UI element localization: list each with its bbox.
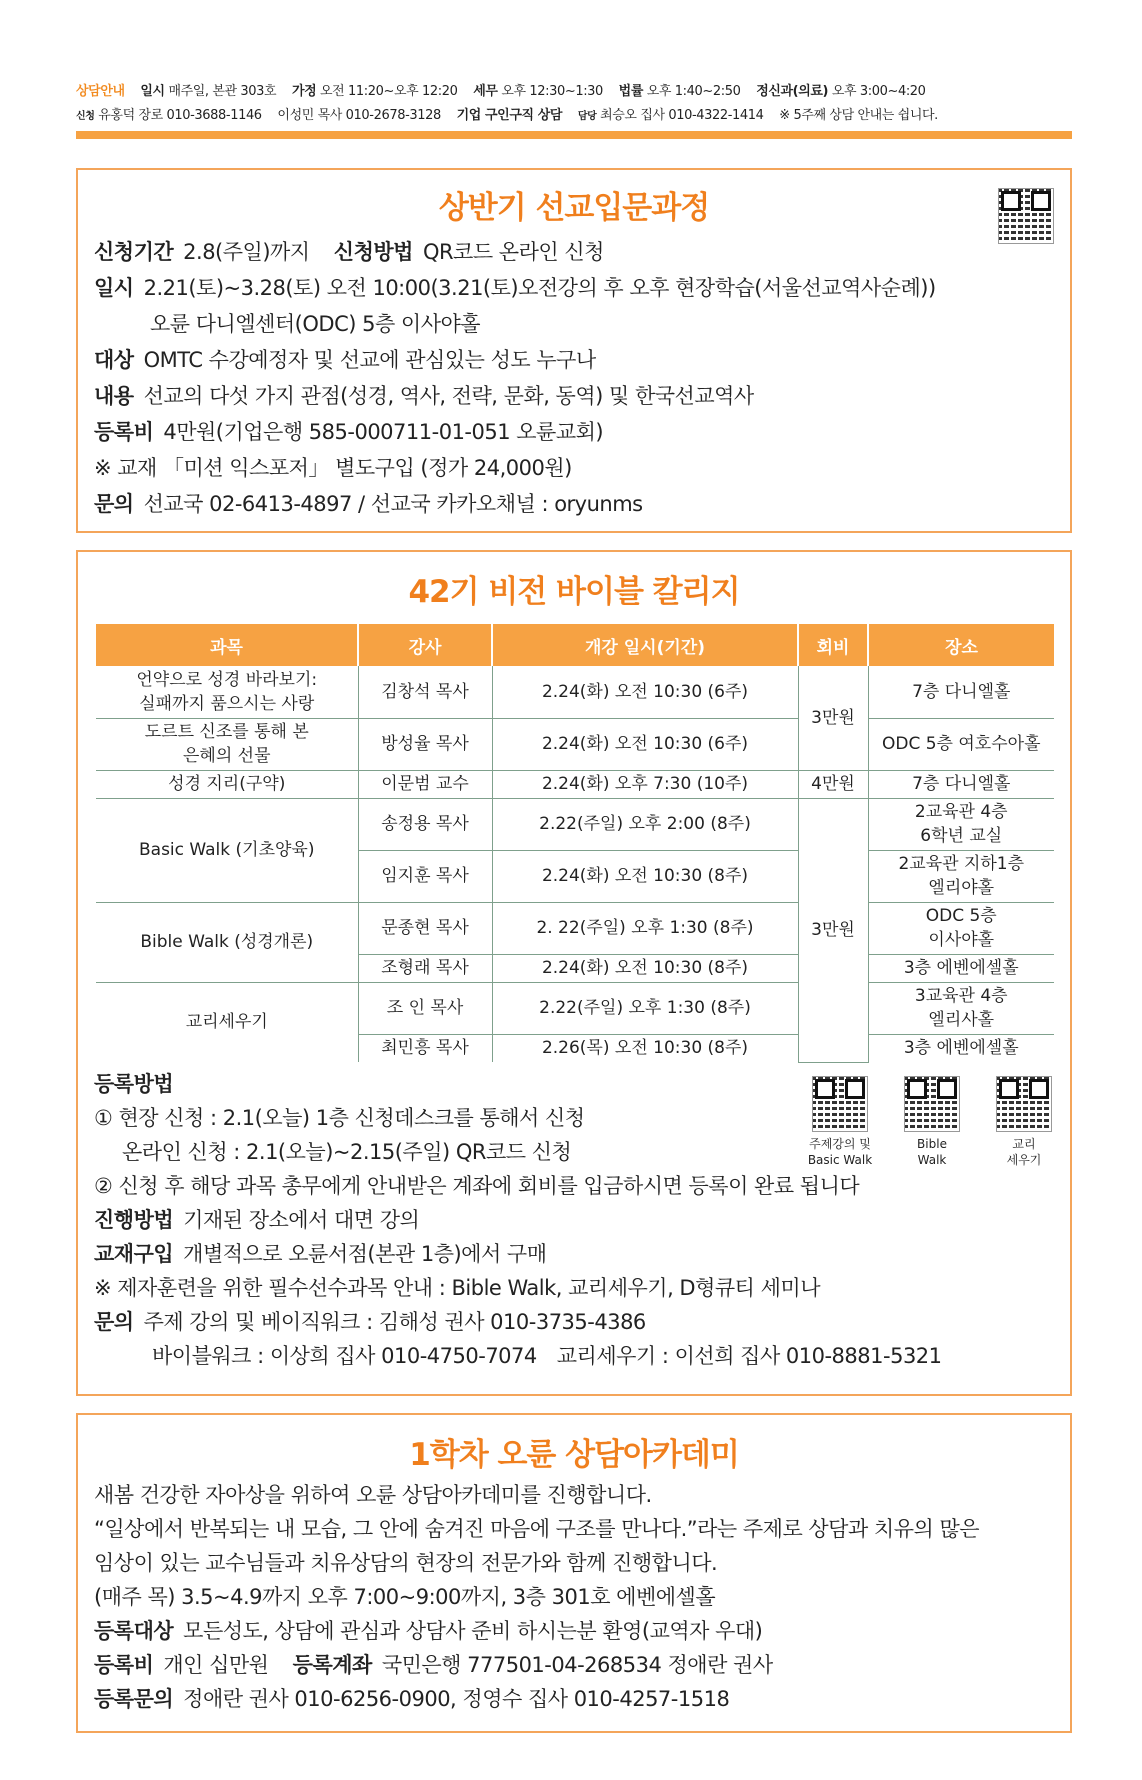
date-cell: 2.24(화) 오전 10:30 (6주): [492, 666, 798, 718]
subject-line: 언약으로 성경 바라보기:: [136, 669, 318, 690]
date-cell: 2.24(화) 오전 10:30 (6주): [492, 718, 798, 770]
qr-caption-basic-walk: [795, 1136, 885, 1168]
counsel-contact-key: 등록문의: [94, 1687, 174, 1711]
place-line: ODC 5층: [925, 906, 997, 926]
place-cell: 3층 에벤에셀홀: [868, 954, 1054, 982]
counsel-p1: 새봄 건강한 자아상을 위하여 오륜 상담아카데미를 진행합니다.: [94, 1483, 652, 1507]
course-table-header: [96, 624, 1054, 666]
date-cell: 2. 22(주일) 오후 1:30 (8주): [492, 902, 798, 954]
mission-method-value: QR코드 온라인 신청: [422, 240, 604, 264]
col-place: 장소: [868, 624, 1054, 666]
header-time-key: 일시: [140, 84, 165, 99]
mission-content-value: 선교의 다섯 가지 관점(성경, 역사, 전략, 문화, 동역) 및 한국선교역사: [143, 384, 754, 408]
lecturer-cell: 김창석 목사: [358, 666, 492, 718]
counsel-academy-box: [76, 1413, 1072, 1733]
place-line: 6학년 교실: [920, 826, 1003, 846]
qr-code-basic-walk[interactable]: [812, 1076, 868, 1132]
date-cell: 2.24(화) 오전 10:30 (8주): [492, 850, 798, 902]
mission-textbook-note: ※ 교재 「미션 익스포저」 별도구입 (정가 24,000원): [94, 456, 572, 480]
counsel-fee-key: 등록비: [94, 1653, 154, 1677]
qr-caption-doctrine: [979, 1136, 1069, 1168]
counsel-account-value: 국민은행 777501-04-268534 정애란 권사: [381, 1653, 773, 1677]
place-line: 2교육관 4층: [914, 802, 1008, 822]
college-book-key: 교재구입: [94, 1242, 174, 1266]
mission-content: [94, 380, 754, 410]
table-row: [96, 718, 1054, 770]
col-subject: 과목: [96, 624, 358, 666]
date-cell: 2.26(목) 오전 10:30 (8주): [492, 1034, 798, 1062]
qr-caption-line: 세우기: [1006, 1153, 1042, 1167]
college-contact-value-3: 교리세우기 : 이선희 집사 010-8881-5321: [556, 1344, 942, 1368]
header-job-key: 기업 구인구직 상담: [456, 108, 563, 123]
qr-code-doctrine[interactable]: [996, 1076, 1052, 1132]
lecturer-cell: 조 인 목사: [358, 982, 492, 1034]
lecturer-cell: 방성율 목사: [358, 718, 492, 770]
header-tax-key: 세무: [473, 84, 498, 99]
college-reg-1: ① 현장 신청 : 2.1(오늘) 1층 신청데스크를 통해서 신청: [94, 1106, 585, 1130]
header-apply-value: 유홍덕 장로 010-3688-1146: [98, 108, 262, 123]
mission-venue: 오륜 다니엘센터(ODC) 5층 이사야홀: [150, 312, 481, 336]
qr-caption-line: Walk: [917, 1153, 947, 1167]
college-book-value: 개별적으로 오륜서점(본관 1층)에서 구매: [183, 1242, 547, 1266]
header-time-value: 매주일, 본관 303호: [168, 84, 277, 99]
counsel-target-key: 등록대상: [94, 1619, 174, 1643]
counsel-fee: [94, 1649, 773, 1679]
subject-cell: [96, 666, 358, 718]
counsel-p4: (매주 목) 3.5~4.9까지 오후 7:00~9:00까지, 3층 301호 에벤에셀홀: [94, 1585, 716, 1609]
place-cell: [868, 798, 1054, 850]
mission-qr-code[interactable]: [998, 188, 1054, 244]
college-proc-key: 진행방법: [94, 1208, 174, 1232]
subject-cell: Basic Walk (기초양육): [96, 798, 358, 902]
counsel-contact: [94, 1683, 729, 1713]
header-apply-key: 신청: [76, 111, 95, 122]
qr-caption-line: 주제강의 및: [809, 1137, 871, 1151]
mission-contact-value: 선교국 02-6413-4897 / 선교국 카카오채널 : oryunms: [143, 492, 643, 516]
mission-fee-key: 등록비: [94, 420, 154, 444]
place-line: 엘리사홀: [928, 1010, 995, 1030]
college-book: [94, 1238, 547, 1268]
counsel-p2: “일상에서 반복되는 내 모습, 그 안에 숨겨진 마음에 구조를 만나다.”라는 주제로 상담과 치유의 많은: [94, 1517, 980, 1541]
place-cell: [868, 902, 1054, 954]
college-reg-key: 등록방법: [94, 1072, 174, 1096]
lecturer-cell: 최민흥 목사: [358, 1034, 492, 1062]
college-title: 42기 비전 바이블 칼리지: [408, 574, 740, 610]
header-divider: [76, 131, 1072, 139]
place-line: 2교육관 지하1층: [898, 854, 1025, 874]
qr-caption-line: Bible: [917, 1137, 947, 1151]
college-reg-2: ② 신청 후 해당 과목 총무에게 안내받은 계좌에 회비를 입금하시면 등록이 완료 됩니다: [94, 1174, 860, 1198]
fee-cell: 3만원: [798, 798, 868, 1062]
place-cell: 7층 다니엘홀: [868, 666, 1054, 718]
header-tax-value: 오후 12:30~1:30: [501, 84, 603, 99]
subject-cell: 성경 지리(구약): [96, 770, 358, 798]
header-family-value: 오전 11:20~오후 12:20: [320, 84, 458, 99]
header-row-1: [76, 80, 1072, 104]
qr-caption-bible-walk: [887, 1136, 977, 1168]
mission-course-box: [76, 168, 1072, 533]
mission-period-value: 2.8(주일)까지: [183, 240, 310, 264]
course-table: [96, 624, 1054, 1063]
lecturer-cell: 임지훈 목사: [358, 850, 492, 902]
mission-date: [94, 272, 936, 302]
date-cell: 2.24(화) 오후 7:30 (10주): [492, 770, 798, 798]
bible-college-box: [76, 550, 1072, 1396]
place-cell: [868, 982, 1054, 1034]
subject-cell: Bible Walk (성경개론): [96, 902, 358, 982]
header-law-key: 법률: [618, 84, 643, 99]
qr-caption-line: Basic Walk: [807, 1153, 873, 1167]
mission-target: [94, 344, 596, 374]
counsel-contact-value: 정애란 권사 010-6256-0900, 정영수 집사 010-4257-1518: [183, 1687, 730, 1711]
fee-cell: 3만원: [798, 666, 868, 770]
place-line: 3교육관 4층: [914, 986, 1008, 1006]
mission-contact: [94, 488, 643, 518]
counsel-target-value: 모든성도, 상담에 관심과 상담사 준비 하시는분 환영(교역자 우대): [183, 1619, 763, 1643]
college-contact-value-2: 바이블워크 : 이상희 집사 010-4750-7074: [152, 1344, 537, 1368]
place-cell: [868, 850, 1054, 902]
header-apply-value-2: 이성민 목사 010-2678-3128: [277, 108, 441, 123]
mission-period: [94, 236, 604, 266]
qr-caption-line: 교리: [1012, 1137, 1036, 1151]
date-cell: 2.22(주일) 오후 2:00 (8주): [492, 798, 798, 850]
college-note: ※ 제자훈련을 위한 필수선수과목 안내 : Bible Walk, 교리세우기, D형큐티 세미나: [94, 1276, 820, 1300]
place-line: 이사야홀: [928, 930, 995, 950]
date-cell: 2.22(주일) 오후 1:30 (8주): [492, 982, 798, 1034]
subject-line: 도르트 신조를 통해 본: [144, 722, 309, 742]
counsel-target: [94, 1615, 762, 1645]
college-contact-key: 문의: [94, 1310, 134, 1334]
date-cell: 2.24(화) 오전 10:30 (8주): [492, 954, 798, 982]
table-row: [96, 798, 1054, 850]
subject-line: 은혜의 선물: [182, 746, 271, 766]
col-lecturer: 강사: [358, 624, 492, 666]
col-fee: 회비: [798, 624, 868, 666]
college-reg-1b: 온라인 신청 : 2.1(오늘)~2.15(주일) QR코드 신청: [122, 1140, 572, 1164]
table-row: [96, 666, 1054, 718]
header-note: ※ 5주째 상담 안내는 쉽니다.: [779, 108, 938, 123]
subject-cell: [96, 718, 358, 770]
mission-contact-key: 문의: [94, 492, 134, 516]
college-contact-2: [152, 1340, 942, 1370]
college-contact: [94, 1306, 646, 1336]
table-row: [96, 982, 1054, 1034]
counsel-info-header: [76, 80, 1072, 129]
counsel-fee-value: 개인 십만원: [163, 1653, 269, 1677]
header-mental-key: 정신과(의료): [756, 84, 829, 99]
table-row: [96, 770, 1054, 798]
mission-period-key: 신청기간: [94, 240, 174, 264]
college-proc: [94, 1204, 419, 1234]
mission-date-key: 일시: [94, 276, 134, 300]
place-cell: ODC 5층 여호수아홀: [868, 718, 1054, 770]
counsel-account-key: 등록계좌: [292, 1653, 372, 1677]
college-proc-value: 기재된 장소에서 대면 강의: [183, 1208, 420, 1232]
header-family-key: 가정: [291, 84, 317, 99]
lecturer-cell: 이문범 교수: [358, 770, 492, 798]
mission-content-key: 내용: [94, 384, 134, 408]
header-row-2: [76, 104, 1072, 129]
counsel-p3: 임상이 있는 교수님들과 치유상담의 현장의 전문가와 함께 진행합니다.: [94, 1551, 718, 1575]
header-label: 상담안내: [76, 84, 125, 99]
lecturer-cell: 문종현 목사: [358, 902, 492, 954]
place-cell: 3층 에벤에셀홀: [903, 1038, 1019, 1059]
mission-date-value: 2.21(토)~3.28(토) 오전 10:00(3.21(토)오전강의 후 오후 현장학습(서울선교역사순례)): [143, 276, 936, 300]
mission-title: 상반기 선교입문과정: [438, 190, 710, 226]
header-charge-value: 최승오 집사 010-4322-1414: [600, 108, 764, 123]
place-cell: 7층 다니엘홀: [868, 770, 1054, 798]
place-line: 엘리야홀: [928, 878, 995, 898]
table-row: [96, 902, 1054, 954]
mission-target-value: OMTC 수강예정자 및 선교에 관심있는 성도 누구나: [143, 348, 596, 372]
header-mental-value: 오후 3:00~4:20: [831, 84, 926, 99]
fee-cell: 4만원: [798, 770, 868, 798]
college-contact-value: 주제 강의 및 베이직워크 : 김해성 권사 010-3735-4386: [143, 1310, 646, 1334]
col-date: 개강 일시(기간): [492, 624, 798, 666]
mission-target-key: 대상: [94, 348, 134, 372]
qr-code-bible-walk[interactable]: [904, 1076, 960, 1132]
header-charge-key: 담당: [577, 111, 597, 122]
mission-method-key: 신청방법: [333, 240, 413, 264]
mission-fee: [94, 416, 603, 446]
subject-line: 실패까지 품으시는 사랑: [139, 693, 315, 714]
mission-fee-value: 4만원(기업은행 585-000711-01-051 오륜교회): [163, 420, 604, 444]
lecturer-cell: 송정용 목사: [358, 798, 492, 850]
lecturer-cell: 조형래 목사: [358, 954, 492, 982]
counsel-title: 1학차 오륜 상담아카데미: [409, 1437, 739, 1473]
subject-cell: 교리세우기: [96, 982, 358, 1062]
header-law-value: 오후 1:40~2:50: [646, 84, 741, 99]
